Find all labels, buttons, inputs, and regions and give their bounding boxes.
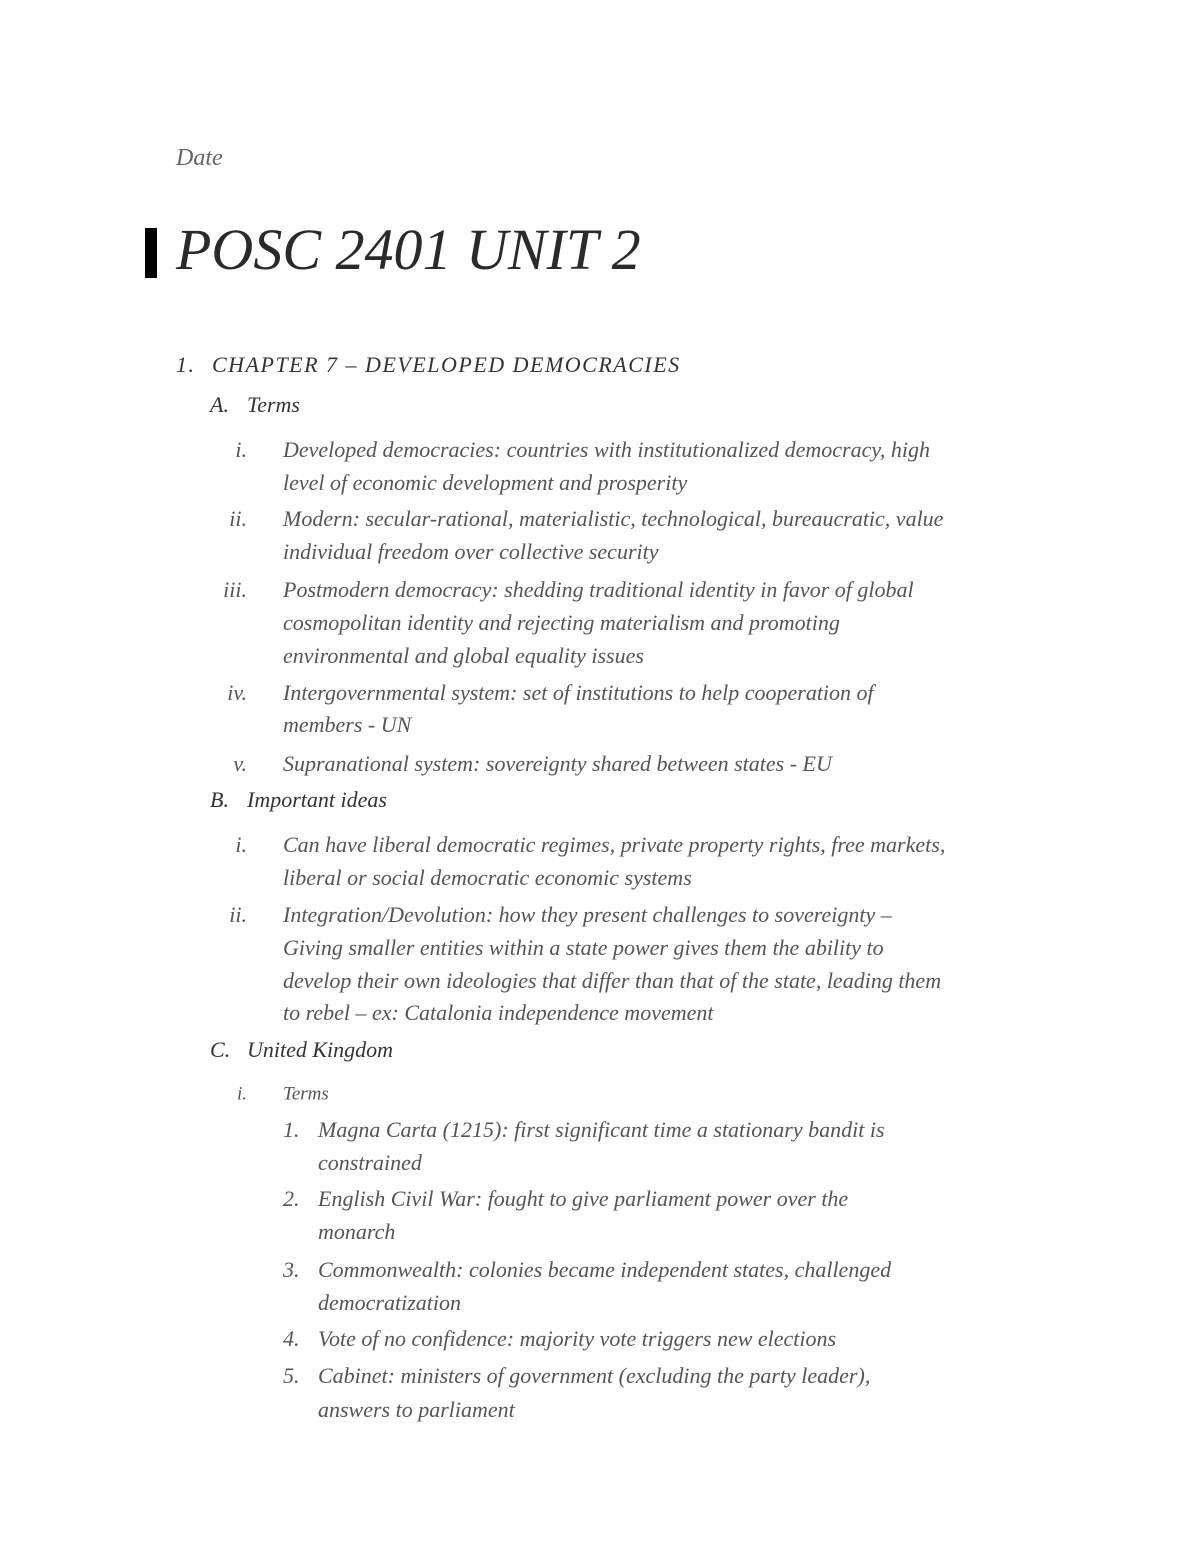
item-text-line: Intergovernmental system: set of institutions to help cooperation of: [283, 680, 874, 705]
subitem-text-line: Cabinet: ministers of government (excluding the party leader),: [318, 1363, 871, 1388]
item-text-line: Integration/Devolution: how they present challenges to sovereignty –: [283, 902, 892, 927]
section-letter: A.: [210, 392, 229, 417]
heading-accent-bar: [145, 228, 157, 278]
item-text-line: liberal or social democratic economic systems: [283, 865, 692, 890]
item-text-line: environmental and global equality issues: [283, 643, 644, 668]
item-text-line: Postmodern democracy: shedding traditional identity in favor of global: [283, 577, 914, 602]
item-text-line: develop their own ideologies that differ than that of the state, leading them: [283, 968, 942, 993]
item-text-line: Giving smaller entities within a state power gives them the ability to: [283, 935, 884, 960]
subitem-text-line: Commonwealth: colonies became independent states, challenged: [318, 1257, 892, 1282]
section-title: United Kingdom: [247, 1037, 394, 1062]
section-letter: B.: [210, 787, 229, 812]
subitem-number: 5.: [283, 1363, 300, 1388]
item-text-line: Supranational system: sovereignty shared between states - EU: [283, 751, 832, 776]
subitem-text-line: monarch: [318, 1219, 396, 1244]
item-text-line: members - UN: [283, 712, 412, 737]
item-text-line: Terms: [283, 1083, 329, 1105]
section-title: Terms: [247, 392, 300, 417]
chapter-number: 1.: [176, 352, 196, 377]
item-text-line: Developed democracies: countries with institutionalized democracy, high: [283, 437, 931, 462]
subitem-number: 3.: [283, 1257, 300, 1282]
item-numeral: i.: [235, 437, 247, 462]
subitem-number: 2.: [283, 1186, 300, 1211]
item-text-line: cosmopolitan identity and rejecting materialism and promoting: [283, 610, 840, 635]
subitem-text-line: English Civil War: fought to give parliament power over the: [318, 1186, 849, 1211]
item-text-line: to rebel – ex: Catalonia independence movement: [283, 1000, 714, 1025]
item-text-line: individual freedom over collective security: [283, 539, 659, 564]
subitem-text-line: constrained: [318, 1150, 422, 1175]
item-numeral: ii.: [229, 506, 247, 531]
subitem-text-line: democratization: [318, 1290, 461, 1315]
chapter-title: CHAPTER 7 – DEVELOPED DEMOCRACIES: [212, 352, 681, 377]
subitem-text-line: Magna Carta (1215): first significant time a stationary bandit is: [318, 1117, 885, 1142]
item-numeral: iv.: [227, 680, 247, 705]
item-numeral: ii.: [229, 902, 247, 927]
item-numeral: i.: [236, 1083, 247, 1105]
item-numeral: iii.: [223, 577, 247, 602]
item-text-line: Can have liberal democratic regimes, private property rights, free markets,: [283, 832, 946, 857]
item-numeral: v.: [233, 751, 247, 776]
subitem-number: 1.: [283, 1117, 300, 1142]
item-text-line: Modern: secular-rational, materialistic, technological, bureaucratic, value: [283, 506, 944, 531]
section-letter: C.: [210, 1037, 231, 1062]
page-title: POSC 2401 UNIT 2: [176, 217, 641, 282]
item-numeral: i.: [235, 832, 247, 857]
section-title: Important ideas: [247, 787, 387, 812]
subitem-number: 4.: [283, 1326, 300, 1351]
subitem-text-line: answers to parliament: [318, 1397, 515, 1422]
item-text-line: level of economic development and prosperity: [283, 470, 688, 495]
subitem-text-line: Vote of no confidence: majority vote triggers new elections: [318, 1326, 837, 1351]
date-placeholder: Date: [176, 145, 223, 171]
